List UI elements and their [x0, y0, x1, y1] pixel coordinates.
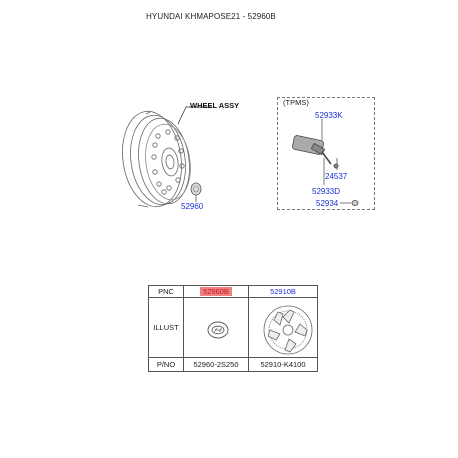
part-number-52933K[interactable]: 52933K	[315, 111, 343, 120]
row-label-illust: ILLUST	[149, 298, 184, 358]
table-row-pnc	[149, 286, 318, 298]
table-row-pno	[149, 358, 318, 372]
illust-cell-1	[184, 298, 249, 358]
pnc-value-highlighted[interactable]: 52960B	[200, 287, 232, 296]
part-number-52934[interactable]: 52934	[316, 199, 339, 208]
row-label-pno: P/NO	[149, 358, 184, 372]
pnc-cell-2[interactable]: 52910B	[249, 286, 318, 298]
page-title: HYUNDAI KHMAPOSE21 - 52960B	[146, 12, 276, 21]
illust-cell-2	[249, 298, 318, 358]
tpms-label: (TPMS)	[283, 98, 309, 107]
part-number-table	[148, 285, 318, 372]
wheel-assy-label: WHEEL ASSY	[190, 101, 240, 110]
pno-cell-2: 52910-K4100	[249, 358, 318, 372]
row-label-pnc: PNC	[149, 286, 184, 298]
pno-cell-1: 52960-2S250	[184, 358, 249, 372]
part-number-52960[interactable]: 52960	[181, 202, 204, 211]
part-number-24537[interactable]: 24537	[325, 172, 348, 181]
center-cap-illustration	[191, 183, 201, 202]
steel-wheel-illustration	[117, 107, 195, 210]
part-number-52933D[interactable]: 52933D	[312, 187, 341, 196]
table-row-illust	[149, 298, 318, 358]
pnc-cell-1[interactable]	[184, 286, 249, 298]
